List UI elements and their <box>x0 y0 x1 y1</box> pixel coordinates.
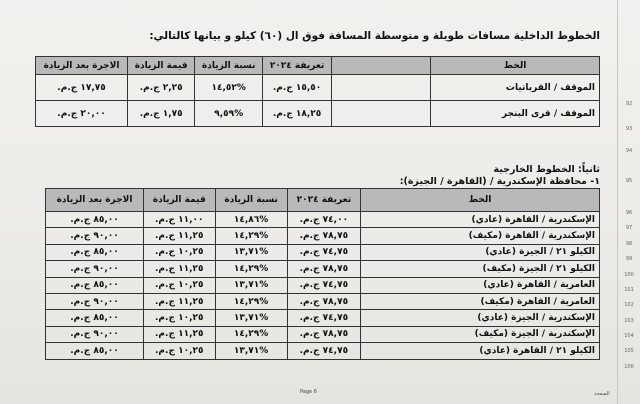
increase-percent-cell: %١٤,٥٢ <box>195 75 263 101</box>
route-cell: الكيلو ٢١ / القاهرة (عادي) <box>361 343 600 359</box>
route-cell: العامرية / القاهرة (مكيف) <box>361 293 600 309</box>
increase-percent-cell: %٩,٥٩ <box>195 101 263 127</box>
column-header <box>332 57 431 75</box>
new-fare-cell: ٩٠,٠٠ ج.م. <box>46 228 144 244</box>
table-row <box>46 228 600 244</box>
row-number: 102 <box>624 302 634 308</box>
fare-2024-cell: ٧٤,٧٥ ج.م. <box>287 244 360 260</box>
table-row <box>36 101 600 127</box>
new-fare-cell: ٨٥,٠٠ ج.م. <box>46 277 144 293</box>
corner-label: الصفحة <box>594 391 610 397</box>
new-fare-cell: ٩٠,٠٠ ج.م. <box>46 326 144 342</box>
table-row <box>46 244 600 260</box>
row-number: 97 <box>625 225 633 231</box>
fare-2024-cell: ١٥,٥٠ ج.م. <box>263 75 332 101</box>
increase-percent-cell: %١٣,٧١ <box>215 310 287 326</box>
route-cell: الموقف / قرى البنجر <box>431 101 600 127</box>
column-header: نسبة الزيادة <box>195 57 263 75</box>
increase-percent-cell: %١٤,٢٩ <box>215 261 287 277</box>
increase-value-cell: ١١,٠٠ ج.م. <box>144 212 216 228</box>
increase-value-cell: ١١,٢٥ ج.م. <box>144 261 216 277</box>
new-fare-cell: ٩٠,٠٠ ج.م. <box>46 293 144 309</box>
increase-value-cell: ٢,٢٥ ج.م. <box>128 75 195 101</box>
fare-2024-cell: ٧٤,٧٥ ج.م. <box>287 277 360 293</box>
fare-2024-cell: ٧٤,٧٥ ج.م. <box>287 310 360 326</box>
table-row <box>46 212 600 228</box>
column-header: الاجرة بعد الزيادة <box>46 189 144 212</box>
fare-2024-cell: ٧٨,٧٥ ج.م. <box>287 261 360 277</box>
fare-2024-cell: ٧٨,٧٥ ج.م. <box>287 326 360 342</box>
table-row <box>46 326 600 342</box>
table-row <box>46 261 600 277</box>
increase-percent-cell: %١٣,٧١ <box>215 277 287 293</box>
route-cell: الإسكندرية / الجيزة (عادي) <box>361 310 600 326</box>
table-row <box>46 277 600 293</box>
column-header: نسبة الزيادة <box>215 189 287 212</box>
document-title: الخطوط الداخلية مسافات طويلة و متوسطة المسافة فوق ال (٦٠) كيلو و بيانها كالتالي: <box>149 30 600 42</box>
increase-percent-cell: %١٣,٧١ <box>215 343 287 359</box>
increase-value-cell: ١١,٢٥ ج.م. <box>144 228 216 244</box>
increase-value-cell: ١١,٢٥ ج.م. <box>144 326 216 342</box>
row-number: 106 <box>624 364 634 370</box>
table-row <box>46 293 600 309</box>
table-header-row <box>36 57 600 75</box>
increase-value-cell: ١٠,٢٥ ج.م. <box>144 244 216 260</box>
fare-2024-cell: ٧٤,٠٠ ج.م. <box>287 212 360 228</box>
new-fare-cell: ٨٥,٠٠ ج.م. <box>46 212 144 228</box>
column-header: قيمة الزيادة <box>128 57 195 75</box>
increase-percent-cell: %١٤,٢٩ <box>215 228 287 244</box>
external-routes-table <box>45 188 600 360</box>
new-fare-cell: ١٧,٧٥ ج.م. <box>36 75 128 101</box>
row-number: 95 <box>625 178 633 184</box>
column-header: تعريفة ٢٠٢٤ <box>263 57 332 75</box>
row-number: 105 <box>624 348 634 354</box>
route-cell: الإسكندرية / الجيزة (مكيف) <box>361 326 600 342</box>
row-number: 94 <box>625 148 633 154</box>
row-number: 99 <box>625 256 633 262</box>
column-header: الاجرة بعد الزيادة <box>36 57 128 75</box>
page-number-label: Page 6 <box>300 389 317 395</box>
section-title: ثانياً: الخطوط الخارجية <box>493 164 600 175</box>
route-cell: الموقف / القرباتيات <box>431 75 600 101</box>
table-row <box>36 75 600 101</box>
section-subtitle: ١- محافظة الإسكندرية / (القاهرة / الجيزة): <box>399 175 600 187</box>
increase-percent-cell: %١٣,٧١ <box>215 244 287 260</box>
new-fare-cell: ٢٠,٠٠ ج.م. <box>36 101 128 127</box>
route-cell: الكيلو ٢١ / الجيزة (عادي) <box>361 244 600 260</box>
increase-percent-cell: %١٤,٨٦ <box>215 212 287 228</box>
increase-value-cell: ١١,٢٥ ج.م. <box>144 293 216 309</box>
local-routes-table <box>35 56 600 127</box>
blank-cell <box>332 75 431 101</box>
fare-2024-cell: ٧٤,٧٥ ج.م. <box>287 343 360 359</box>
row-number: 104 <box>624 333 634 339</box>
table-row <box>46 343 600 359</box>
row-number: 101 <box>624 287 634 293</box>
table-header-row <box>46 189 600 212</box>
increase-value-cell: ١٠,٢٥ ج.م. <box>144 343 216 359</box>
new-fare-cell: ٨٥,٠٠ ج.م. <box>46 343 144 359</box>
increase-percent-cell: %١٤,٢٩ <box>215 326 287 342</box>
blank-cell <box>332 101 431 127</box>
new-fare-cell: ٩٠,٠٠ ج.م. <box>46 261 144 277</box>
column-header: الخط <box>431 57 600 75</box>
row-number: 103 <box>624 318 634 324</box>
row-number: 96 <box>625 210 633 216</box>
route-cell: الإسكندرية / القاهرة (عادي) <box>361 212 600 228</box>
increase-percent-cell: %١٤,٢٩ <box>215 293 287 309</box>
increase-value-cell: ١٠,٢٥ ج.م. <box>144 310 216 326</box>
new-fare-cell: ٨٥,٠٠ ج.م. <box>46 310 144 326</box>
route-cell: الكيلو ٢١ / الجيزة (مكيف) <box>361 261 600 277</box>
row-number: 98 <box>625 241 633 247</box>
column-header: الخط <box>361 189 600 212</box>
column-header: تعريفة ٢٠٢٤ <box>287 189 360 212</box>
new-fare-cell: ٨٥,٠٠ ج.م. <box>46 244 144 260</box>
row-number: 93 <box>625 126 633 132</box>
increase-value-cell: ١,٧٥ ج.م. <box>128 101 195 127</box>
table-row <box>46 310 600 326</box>
increase-value-cell: ١٠,٢٥ ج.م. <box>144 277 216 293</box>
route-cell: العامرية / القاهرة (عادي) <box>361 277 600 293</box>
row-number-gutter <box>617 0 640 404</box>
row-number: 100 <box>624 272 634 278</box>
section-heading <box>200 164 600 187</box>
fare-2024-cell: ١٨,٢٥ ج.م. <box>263 101 332 127</box>
fare-2024-cell: ٧٨,٧٥ ج.م. <box>287 228 360 244</box>
route-cell: الإسكندرية / القاهرة (مكيف) <box>361 228 600 244</box>
row-number: 92 <box>625 101 633 107</box>
column-header: قيمة الزيادة <box>144 189 216 212</box>
fare-2024-cell: ٧٨,٧٥ ج.م. <box>287 293 360 309</box>
